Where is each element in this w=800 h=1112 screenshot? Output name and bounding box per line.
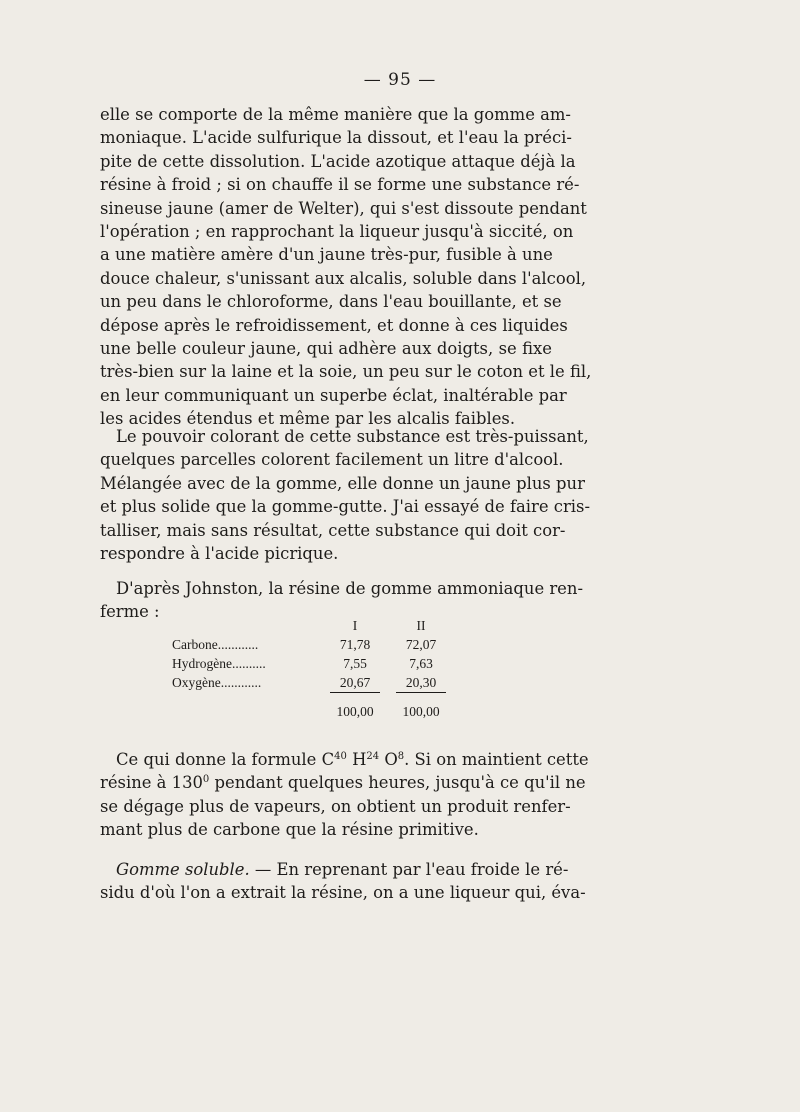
text-line: elle se comporte de la même manière que la gomme am- bbox=[100, 105, 571, 124]
column-header: II bbox=[416, 617, 426, 633]
paragraph-formula bbox=[100, 748, 589, 842]
text-line: mant plus de carbone que la résine primitive. bbox=[100, 820, 479, 840]
table-row bbox=[172, 654, 458, 673]
text-line: en leur communiquant un superbe éclat, inaltérable par bbox=[100, 385, 567, 405]
table-cell: 20,67 bbox=[339, 674, 371, 690]
table-row bbox=[172, 673, 458, 692]
section-heading: Gomme soluble. bbox=[116, 860, 250, 879]
text-line: résine à $130^0$ pendant quelques heures, jusqu'à ce qu'il ne bbox=[100, 773, 586, 793]
text-line: pite de cette dissolution. L'acide azotique attaque déjà la bbox=[100, 151, 576, 171]
text-line: résine à froid ; si on chauffe il se forme une substance ré- bbox=[100, 175, 580, 195]
row-label: Carbone............ bbox=[172, 636, 259, 652]
text-line: moniaque. L'acide sulfurique la dissout, et l'eau la préci- bbox=[100, 128, 572, 148]
text-line: D'après Johnston, la résine de gomme ammoniaque ren- bbox=[116, 579, 583, 598]
text-line: Le pouvoir colorant de cette substance est très-puissant, bbox=[116, 427, 589, 446]
paragraph-gomme-soluble bbox=[100, 858, 586, 905]
text-line: se dégage plus de vapeurs, on obtient un produit renfer- bbox=[100, 796, 571, 816]
text-line: très-bien sur la laine et la soie, un peu sur le coton et le fil, bbox=[100, 362, 592, 382]
superscript: 8 bbox=[397, 751, 405, 762]
superscript: 0 bbox=[202, 774, 210, 786]
text-line: a une matière amère d'un jaune très-pur, fusible à une bbox=[100, 245, 553, 265]
text-line: un peu dans le chloroforme, dans l'eau bouillante, et se bbox=[100, 292, 562, 312]
table-cell: 20,30 bbox=[405, 674, 437, 690]
text-line: douce chaleur, s'unissant aux alcalis, soluble dans l'alcool, bbox=[100, 268, 587, 288]
column-header: I bbox=[352, 617, 358, 633]
text-line: Gomme soluble. — En reprenant par l'eau froide le ré- bbox=[116, 860, 569, 879]
page-number: — 95 — bbox=[363, 70, 437, 90]
total-cell: 100,00 bbox=[336, 703, 374, 719]
total-cell: 100,00 bbox=[402, 703, 440, 719]
text-line: Ce qui donne la formule $C^{40}$ $H^{24}$ $O^8$. Si on maintient cette bbox=[116, 750, 589, 769]
table-total-row bbox=[172, 702, 458, 721]
sum-rule bbox=[172, 692, 458, 698]
table-cell: 7,55 bbox=[343, 655, 367, 671]
superscript: 40 bbox=[334, 751, 347, 762]
text-line: respondre à l'acide picrique. bbox=[100, 544, 339, 564]
divider bbox=[330, 692, 380, 693]
table-cell: 7,63 bbox=[409, 655, 433, 671]
paragraph-resin-properties bbox=[100, 103, 592, 431]
paragraph-coloring-power bbox=[100, 425, 590, 565]
row-label: Oxygène............ bbox=[172, 674, 262, 690]
text-line: et plus solide que la gomme-gutte. J'ai essayé de faire cris- bbox=[100, 497, 590, 517]
text-line: talliser, mais sans résultat, cette substance qui doit cor- bbox=[100, 520, 566, 540]
text-line: ferme : bbox=[100, 602, 160, 622]
table-header-row bbox=[172, 616, 458, 635]
text-line: quelques parcelles colorent facilement un litre d'alcool. bbox=[100, 450, 564, 470]
table-cell: 71,78 bbox=[339, 636, 371, 652]
text-line: les acides étendus et même par les alcalis faibles. bbox=[100, 409, 516, 429]
divider bbox=[396, 692, 446, 693]
table-row bbox=[172, 635, 458, 654]
text-line: sineuse jaune (amer de Welter), qui s'est dissoute pendant bbox=[100, 198, 587, 218]
text-line: l'opération ; en rapprochant la liqueur jusqu'à siccité, on bbox=[100, 222, 574, 242]
text-line: une belle couleur jaune, qui adhère aux doigts, se fixe bbox=[100, 339, 552, 359]
superscript: 24 bbox=[366, 751, 380, 762]
composition-table bbox=[172, 616, 458, 721]
text-line: Mélangée avec de la gomme, elle donne un jaune plus pur bbox=[100, 473, 585, 493]
row-label: Hydrogène.......... bbox=[172, 655, 266, 671]
text-line: sidu d'où l'on a extrait la résine, on a une liqueur qui, éva- bbox=[100, 883, 586, 903]
text-line: dépose après le refroidissement, et donne à ces liquides bbox=[100, 315, 568, 335]
table-cell: 72,07 bbox=[405, 636, 437, 652]
